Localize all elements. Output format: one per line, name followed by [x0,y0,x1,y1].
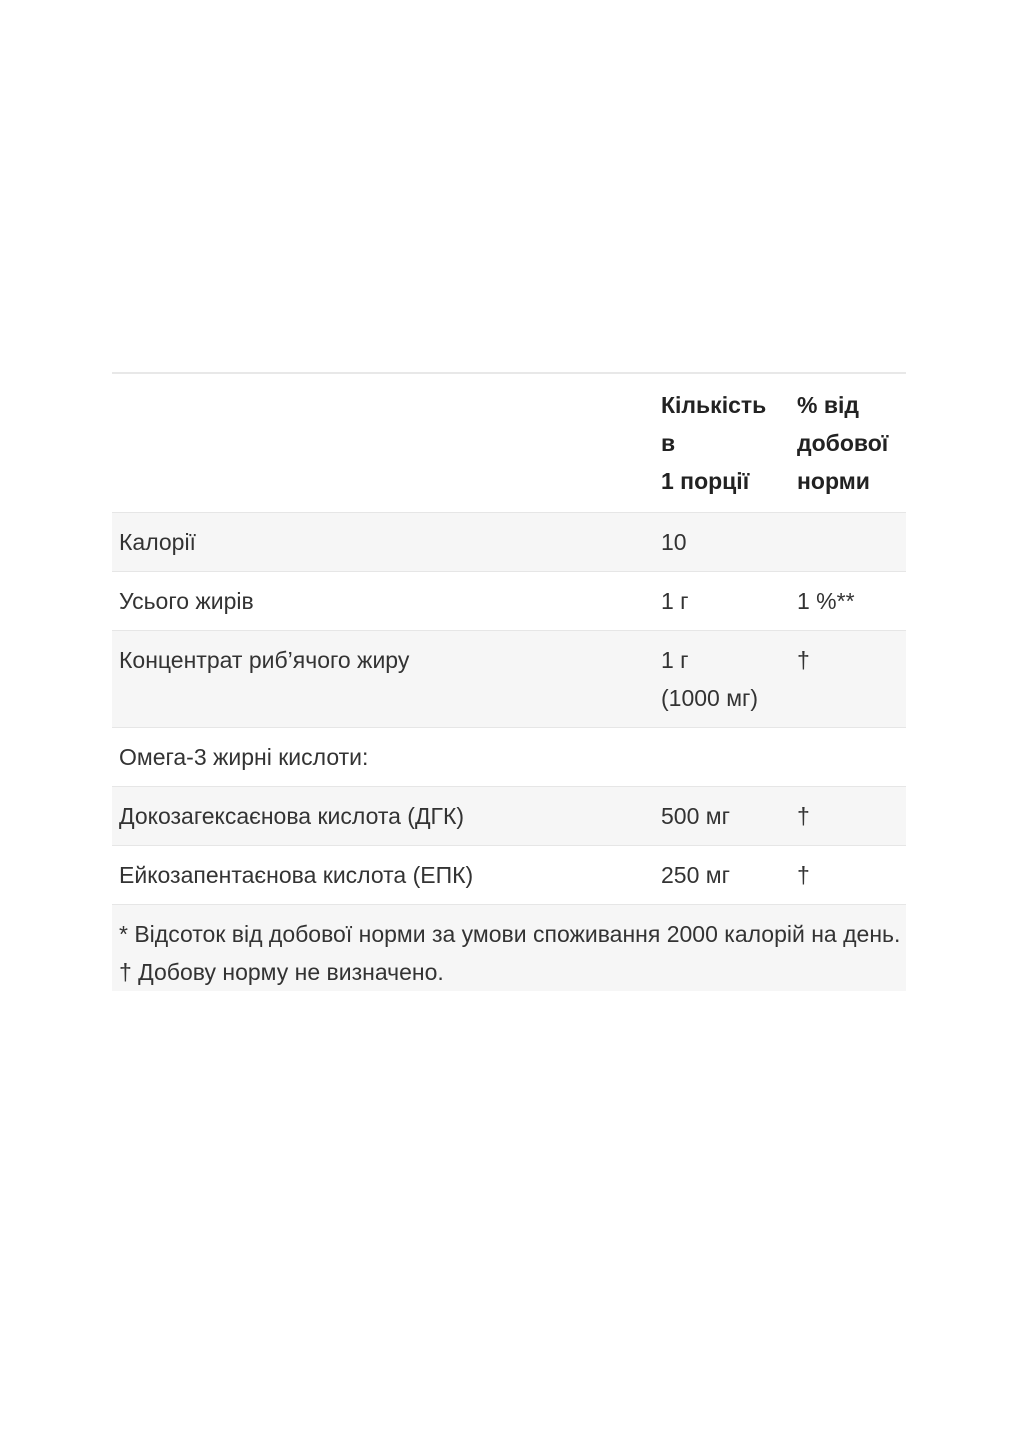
table-row [112,572,906,631]
nutrient-daily-value [790,728,906,787]
header-amount-line: в [661,430,676,456]
nutrient-amount [654,846,790,905]
nutrient-daily-value: † [790,631,906,728]
header-daily-value-cell [790,373,906,513]
footnote-not-established: † Добову норму не визначено. [119,959,444,985]
nutrient-amount [654,513,790,572]
footnote-row [112,905,906,992]
nutrient-amount [654,572,790,631]
table-row [112,728,906,787]
table-header [112,373,906,513]
nutrient-amount [654,787,790,846]
header-amount-line: Кількість [661,392,767,418]
header-row [112,373,906,513]
nutrient-daily-value: † [790,846,906,905]
header-dv-line: норми [797,468,870,494]
table-row [112,513,906,572]
nutrient-amount [654,631,790,728]
amount-line: 500 мг [661,803,730,829]
table-row [112,846,906,905]
nutrient-name: Калорії [112,513,654,572]
amount-line: (1000 мг) [661,685,759,711]
nutrient-name: Концентрат риб’ячого жиру [112,631,654,728]
amount-line: 1 г [661,647,689,673]
nutrient-daily-value: 1 %** [790,572,906,631]
nutrient-name: Докозагексаєнова кислота (ДГК) [112,787,654,846]
nutrient-name: Ейкозапентаєнова кислота (ЕПК) [112,846,654,905]
amount-line: 1 г [661,588,689,614]
nutrient-group-heading: Омега-3 жирні кислоти: [112,728,654,787]
nutrient-name: Усього жирів [112,572,654,631]
header-amount-line: 1 порції [661,468,750,494]
footnote-daily-value: * Відсоток від добової норми за умови споживання 2000 калорій на день. [119,921,901,947]
nutrient-daily-value [790,513,906,572]
supplement-facts-table [112,372,906,991]
amount-line: 250 мг [661,862,730,888]
amount-line: 10 [661,529,687,555]
header-dv-line: % від [797,392,859,418]
nutrient-daily-value: † [790,787,906,846]
nutrient-amount [654,728,790,787]
table-row [112,787,906,846]
table-row [112,631,906,728]
header-name-cell [112,373,654,513]
header-amount-cell [654,373,790,513]
header-dv-line: добової [797,430,889,456]
footnotes [112,905,906,992]
table-body [112,513,906,992]
